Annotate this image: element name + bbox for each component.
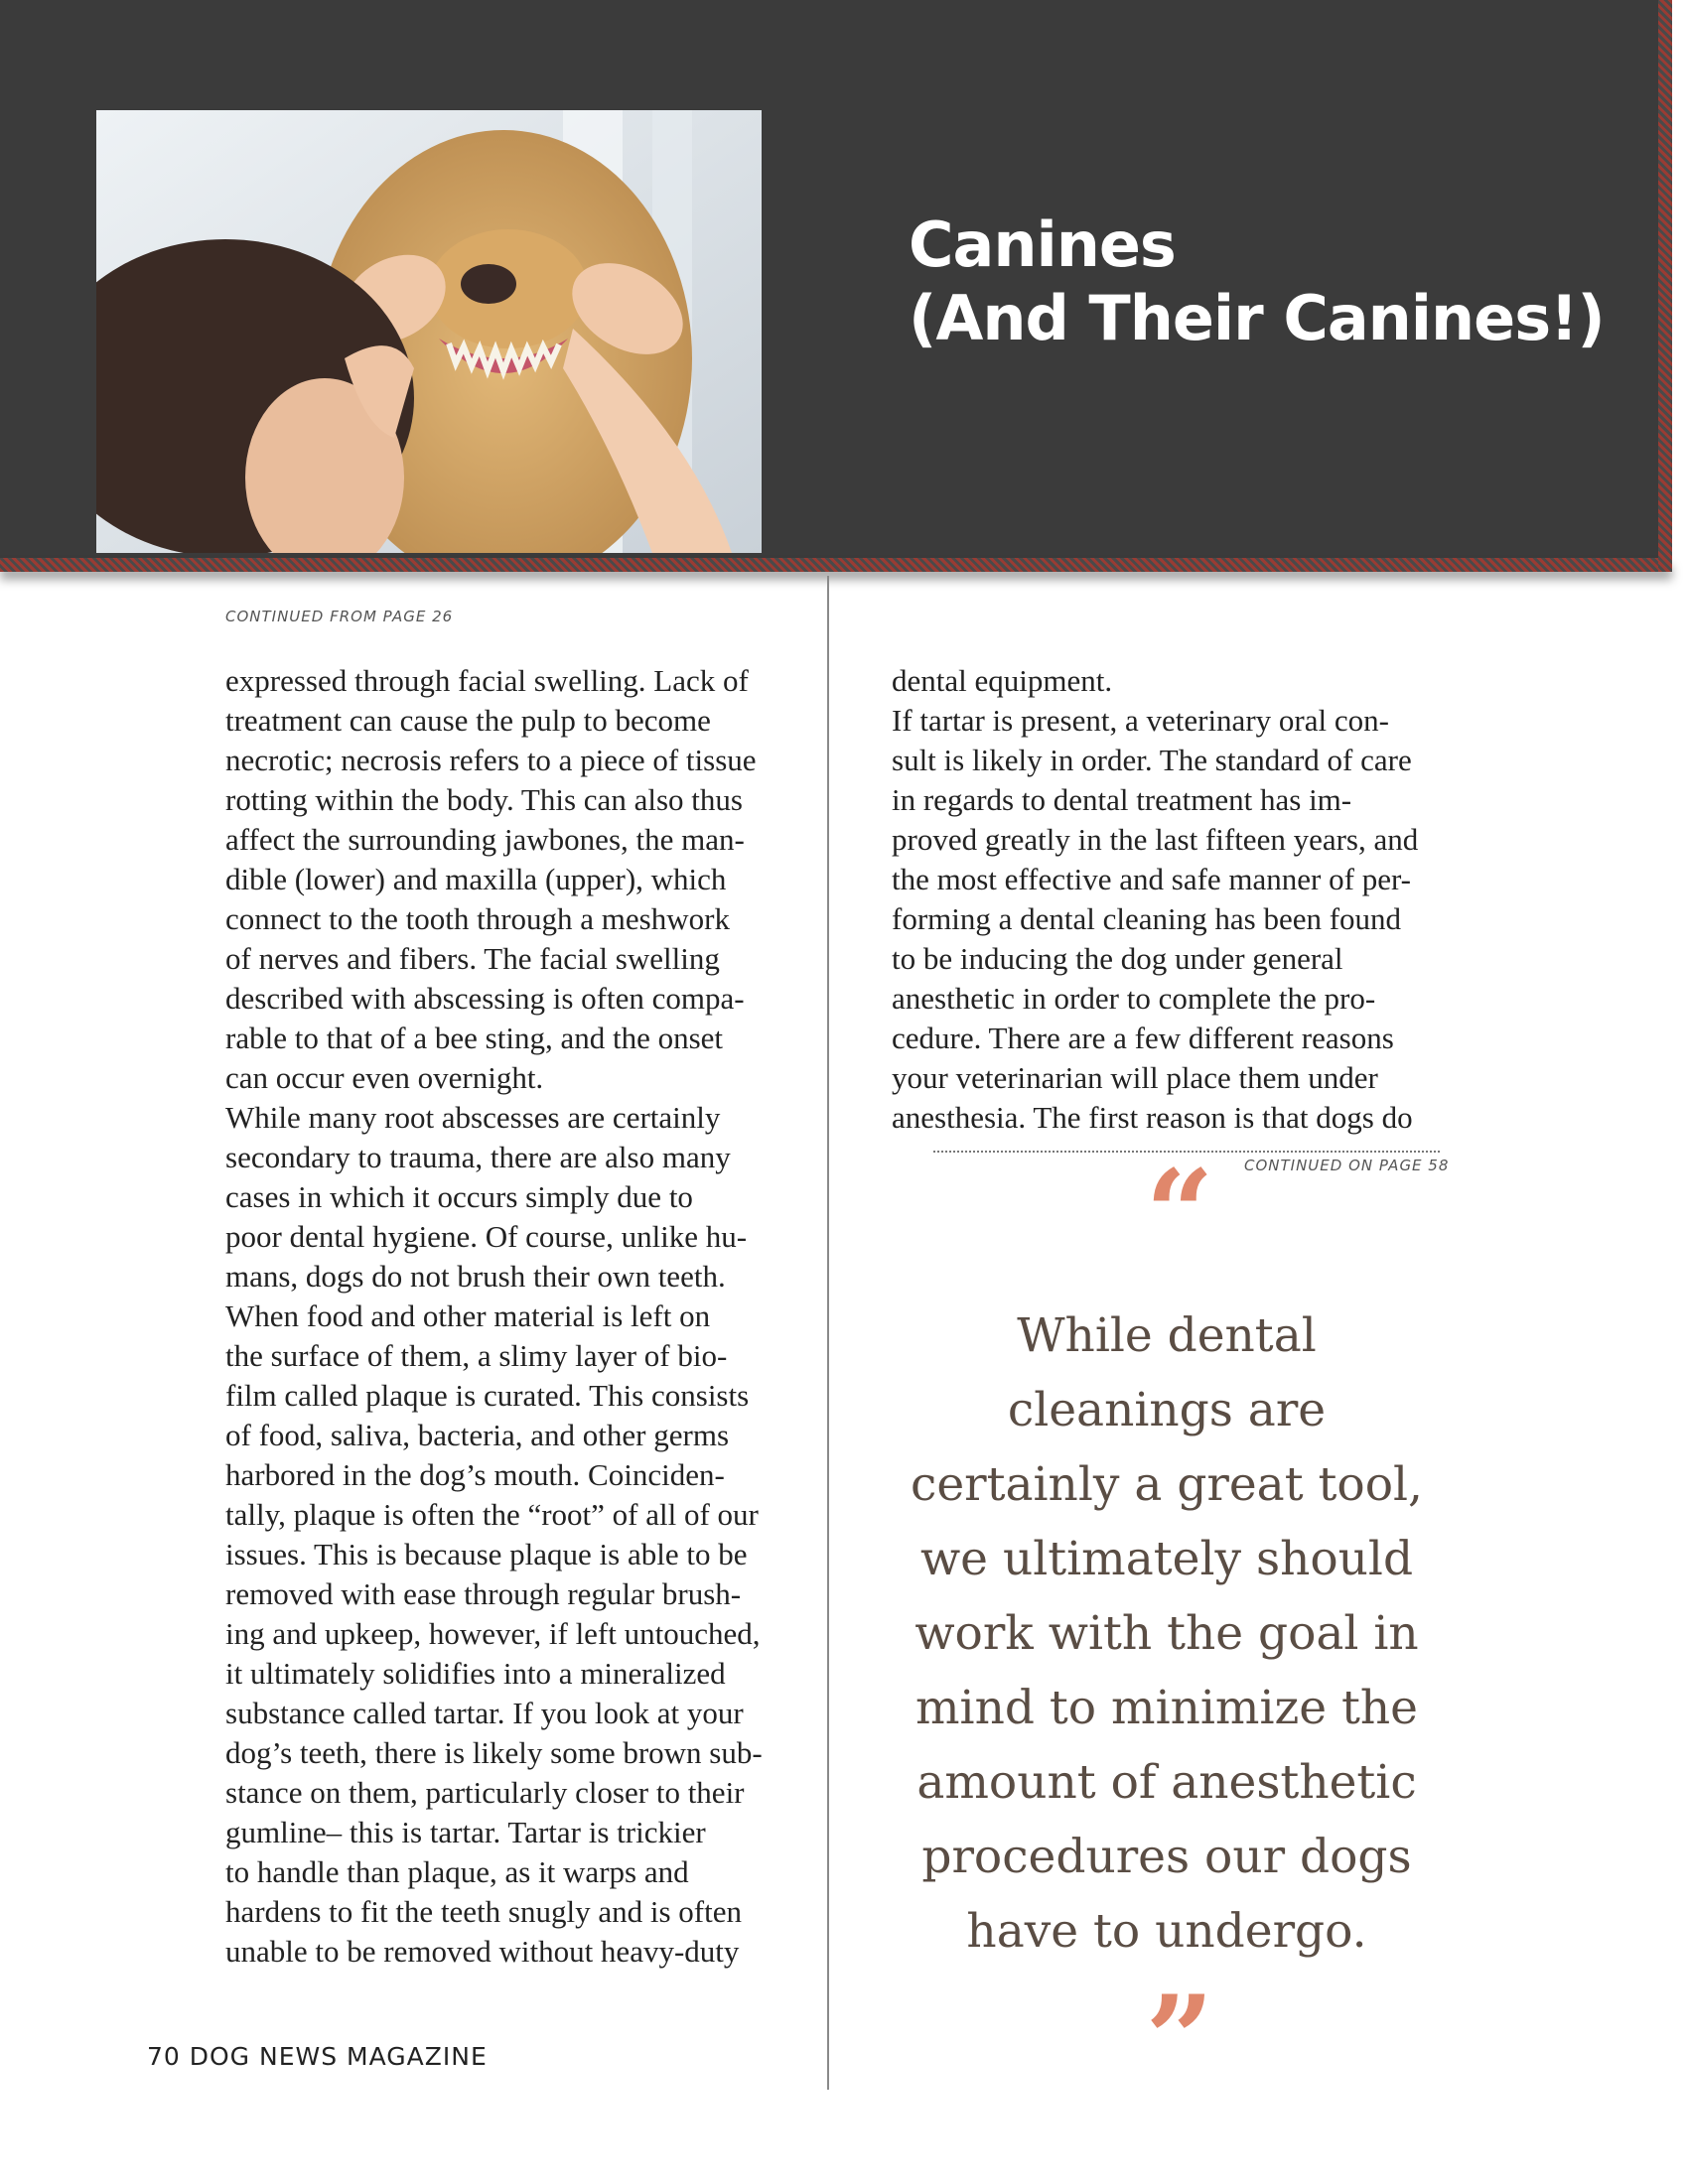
body-text-line: ing and upkeep, however, if left untouched, xyxy=(225,1616,761,1651)
body-text-line: in regards to dental treatment has im- xyxy=(892,782,1352,817)
body-text-line: dible (lower) and maxilla (upper), which xyxy=(225,862,727,896)
body-text-line: stance on them, particularly closer to their xyxy=(225,1775,745,1810)
body-text-line: hardens to fit the teeth snugly and is often xyxy=(225,1894,742,1929)
pull-quote-line: certainly a great tool, xyxy=(911,1457,1423,1512)
body-text-line: the most effective and safe manner of per- xyxy=(892,862,1411,896)
body-text-line: harbored in the dog’s mouth. Coinciden- xyxy=(225,1457,725,1492)
body-text-line: issues. This is because plaque is able to be xyxy=(225,1537,748,1571)
title-line-1: Canines xyxy=(909,208,1176,281)
body-text-line: of food, saliva, bacteria, and other germs xyxy=(225,1418,730,1452)
body-text-line: anesthesia. The first reason is that dogs do xyxy=(892,1100,1413,1135)
body-text-line: forming a dental cleaning has been found xyxy=(892,901,1402,936)
body-text-line: proved greatly in the last fifteen years, and xyxy=(892,822,1419,857)
body-text-line: connect to the tooth through a meshwork xyxy=(225,901,730,936)
article-photo-dog-teeth xyxy=(96,110,762,553)
body-text-line: When food and other material is left on xyxy=(225,1298,711,1333)
body-text-line: removed with ease through regular brush- xyxy=(225,1576,742,1611)
body-text-line: film called plaque is curated. This consists xyxy=(225,1378,750,1413)
body-text-line: rable to that of a bee sting, and the onset xyxy=(225,1021,724,1055)
title-line-2: (And Their Canines!) xyxy=(909,282,1605,354)
pull-quote-line: procedures our dogs xyxy=(921,1830,1412,1884)
pull-quote-line: work with the goal in xyxy=(914,1606,1419,1661)
body-column-right xyxy=(892,661,1448,1138)
body-text-line: affect the surrounding jawbones, the man- xyxy=(225,822,745,857)
pull-quote-line: amount of anesthetic xyxy=(916,1755,1417,1810)
pull-quote-line: have to undergo. xyxy=(966,1904,1367,1959)
body-text-line: cedure. There are a few different reasons xyxy=(892,1021,1394,1055)
page-footer: 70 DOG NEWS MAGAZINE xyxy=(147,2042,488,2071)
close-quote-icon: ” xyxy=(1145,1970,1214,2110)
body-text-line: poor dental hygiene. Of course, unlike hu- xyxy=(225,1219,748,1254)
body-text-line: necrotic; necrosis refers to a piece of tissue xyxy=(225,743,757,777)
body-text-line: treatment can cause the pulp to become xyxy=(225,703,711,738)
pull-quote-line: While dental xyxy=(1017,1308,1317,1363)
body-text-line: expressed through facial swelling. Lack of xyxy=(225,663,749,698)
body-text-line: described with abscessing is often compa- xyxy=(225,981,745,1016)
photo-illustration xyxy=(96,110,762,553)
body-text-line: dog’s teeth, there is likely some brown sub- xyxy=(225,1735,763,1770)
body-text-line: sult is likely in order. The standard of care xyxy=(892,743,1412,777)
pull-quote-line: we ultimately should xyxy=(919,1532,1414,1586)
body-text-line: While many root abscesses are certainly xyxy=(225,1100,721,1135)
body-text-line: it ultimately solidifies into a mineralized xyxy=(225,1656,726,1691)
body-text-line: mans, dogs do not brush their own teeth. xyxy=(225,1259,726,1294)
body-text-line: substance called tartar. If you look at your xyxy=(225,1696,744,1730)
body-column-left xyxy=(225,661,801,1972)
body-text-line: to handle than plaque, as it warps and xyxy=(225,1854,689,1889)
body-text-line: your veterinarian will place them under xyxy=(892,1060,1378,1095)
body-text-line: secondary to trauma, there are also many xyxy=(225,1140,731,1174)
continued-from-label: CONTINUED FROM PAGE 26 xyxy=(225,608,454,625)
body-text-line: If tartar is present, a veterinary oral con- xyxy=(892,703,1389,738)
body-text-line: tally, plaque is often the “root” of all of our xyxy=(225,1497,759,1532)
body-text-line: of nerves and fibers. The facial swelling xyxy=(225,941,720,976)
body-text-line: anesthetic in order to complete the pro- xyxy=(892,981,1376,1016)
body-text-line: to be inducing the dog under general xyxy=(892,941,1343,976)
article-title xyxy=(909,208,1643,355)
open-quote-icon: “ xyxy=(1145,1144,1214,1284)
continued-on-label: CONTINUED ON PAGE 58 xyxy=(1244,1157,1450,1174)
pull-quote xyxy=(874,1298,1460,1969)
body-text-line: can occur even overnight. xyxy=(225,1060,544,1095)
header-border-bottom xyxy=(0,558,1672,572)
body-text-line: unable to be removed without heavy-duty xyxy=(225,1934,740,1969)
body-text-line: gumline– this is tartar. Tartar is trickier xyxy=(225,1815,706,1849)
pull-quote-line: cleanings are xyxy=(1007,1383,1327,1437)
column-divider xyxy=(827,576,829,2090)
body-text-line: rotting within the body. This can also thus xyxy=(225,782,743,817)
body-text-line: dental equipment. xyxy=(892,663,1113,698)
body-text-line: cases in which it occurs simply due to xyxy=(225,1179,693,1214)
body-text-line: the surface of them, a slimy layer of bio- xyxy=(225,1338,728,1373)
header-border-right xyxy=(1658,0,1672,572)
pull-quote-line: mind to minimize the xyxy=(914,1681,1418,1735)
